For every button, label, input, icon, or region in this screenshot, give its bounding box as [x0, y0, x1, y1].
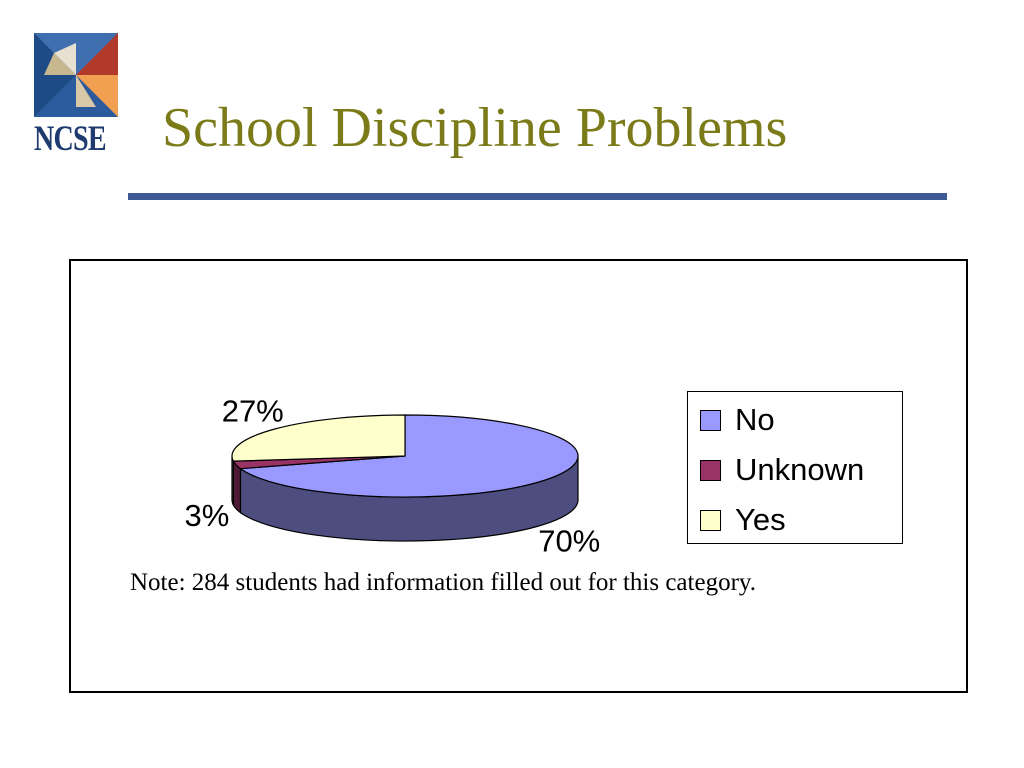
legend-item-no [700, 400, 775, 440]
logo-wordmark: NCSE [34, 118, 106, 158]
pie-side-unknown [233, 461, 240, 513]
pie-label-yes: 27% [221, 393, 284, 429]
legend-item-unknown [700, 450, 864, 490]
pie-label-unknown: 3% [184, 498, 230, 534]
page-title: School Discipline Problems [162, 97, 788, 159]
legend-label-no: No [735, 402, 775, 437]
chart-note: Note: 284 students had information filled out for this category. [130, 569, 757, 596]
legend-swatch-no [700, 410, 721, 431]
chart-legend [687, 391, 903, 544]
legend-item-yes [700, 500, 786, 540]
legend-swatch-unknown [700, 460, 721, 481]
legend-label-unknown: Unknown [735, 452, 865, 487]
legend-label-yes: Yes [735, 502, 786, 537]
pie-side-yes [232, 456, 233, 505]
pie-label-no: 70% [538, 523, 601, 559]
legend-swatch-yes [700, 510, 721, 531]
